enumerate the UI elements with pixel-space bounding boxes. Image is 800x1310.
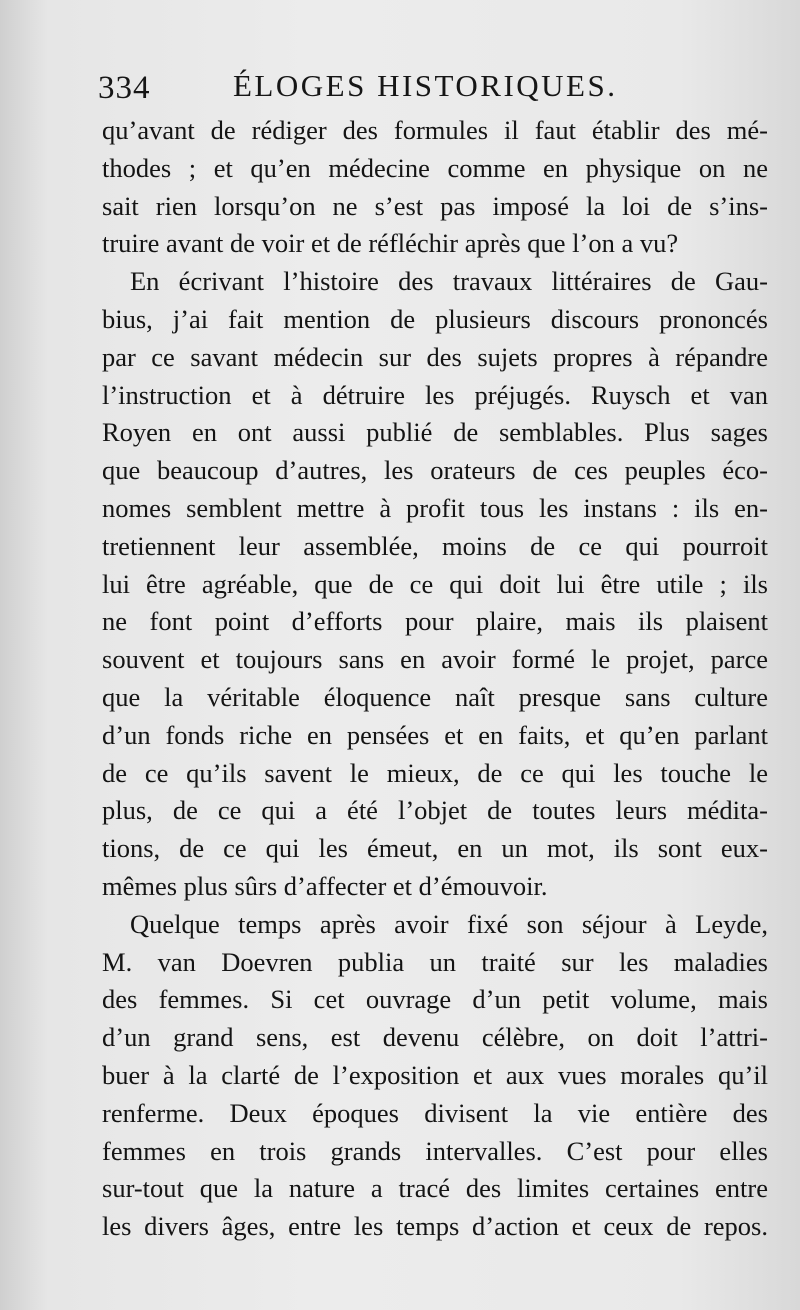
text-line: tretiennent leur assemblée, moins de ce qui pourroit [102, 530, 768, 561]
text-line: mêmes plus sûrs d’affecter et d’émouvoir. [102, 870, 548, 901]
text-line: souvent et toujours sans en avoir formé le projet, parce [102, 644, 768, 675]
running-head: ÉLOGES HISTORIQUES. [233, 68, 618, 103]
text-line: qu’avant de rédiger des formules il faut établir des mé- [102, 115, 768, 145]
text-line: d’un grand sens, est devenu célèbre, on doit l’attri- [102, 1022, 768, 1053]
text-line: que beaucoup d’autres, les orateurs de ces peuples éco- [102, 455, 768, 486]
text-line: En écrivant l’histoire des travaux littéraires de Gau- [130, 266, 768, 297]
text-line: l’instruction et à détruire les préjugés. Ruysch et van [102, 379, 768, 410]
page-header [98, 66, 698, 110]
text-line: Quelque temps après avoir fixé son séjour à Leyde, [130, 908, 768, 939]
text-line: ne font point d’efforts pour plaire, mais ils plaisent [102, 606, 768, 637]
text-line: lui être agréable, que de ce qui doit lui être utile ; ils [102, 568, 768, 599]
text-line: nomes semblent mettre à profit tous les instans : ils en- [102, 492, 768, 523]
text-line: sur-tout que la nature a tracé des limites certaines entre [102, 1173, 768, 1204]
text-line: truire avant de voir et de réfléchir après que l’on a vu? [102, 228, 679, 259]
text-line: femmes en trois grands intervalles. C’est pour elles [102, 1135, 768, 1166]
text-line: thodes ; et qu’en médecine comme en physique on ne [102, 152, 768, 183]
text-line: sait rien lorsqu’on ne s’est pas imposé la loi de s’ins- [102, 190, 768, 221]
text-line: par ce savant médecin sur des sujets propres à répandre [102, 341, 768, 372]
text-line: de ce qu’ils savent le mieux, de ce qui les touche le [102, 757, 768, 788]
text-line: des femmes. Si cet ouvrage d’un petit volume, mais [102, 984, 768, 1015]
body-text [102, 112, 768, 1246]
text-line: M. van Doevren publia un traité sur les maladies [102, 946, 768, 977]
text-line: renferme. Deux époques divisent la vie entière des [102, 1097, 768, 1128]
text-line: tions, de ce qui les émeut, en un mot, ils sont eux- [102, 833, 768, 864]
text-line: d’un fonds riche en pensées et en faits, et qu’en parlant [102, 719, 768, 750]
text-line: Royen en ont aussi publié de semblables. Plus sages [102, 417, 768, 448]
text-line: plus, de ce qui a été l’objet de toutes leurs médita- [102, 795, 768, 826]
page-number: 334 [98, 70, 151, 106]
text-line: les divers âges, entre les temps d’action et ceux de repos. [102, 1211, 768, 1242]
text-line: que la véritable éloquence naît presque sans culture [102, 681, 768, 712]
text-line: bius, j’ai fait mention de plusieurs discours prononcés [102, 303, 768, 334]
text-line: buer à la clarté de l’exposition et aux vues morales qu’il [102, 1059, 768, 1090]
